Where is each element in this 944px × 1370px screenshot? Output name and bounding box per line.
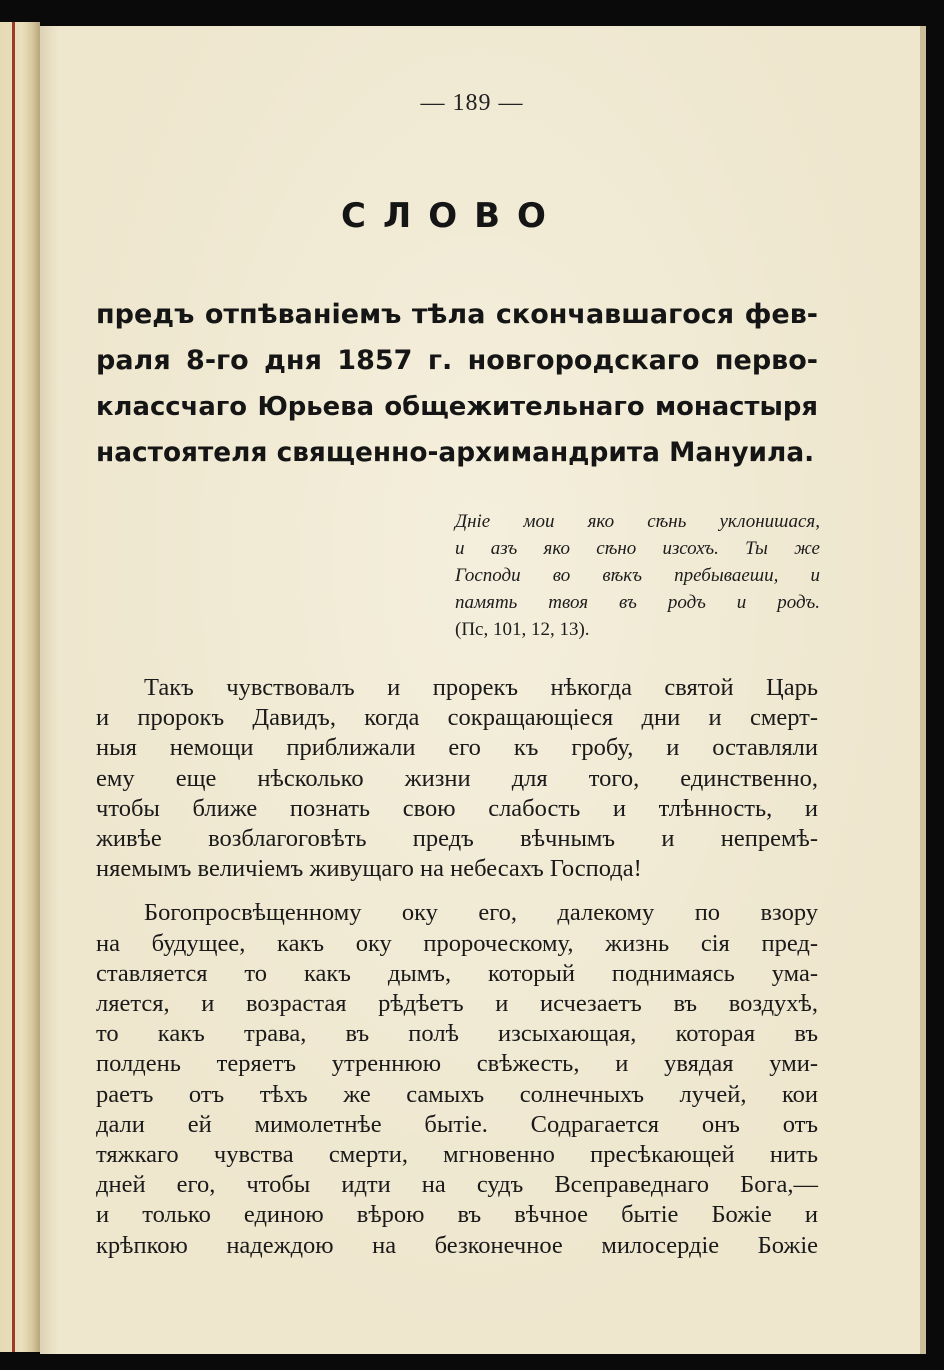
epigraph-line: память твоя въ родъ и родъ. — [455, 592, 820, 613]
subtitle-line: раля 8-го дня 1857 г. новгородскаго перво- — [96, 345, 818, 376]
paragraph-line: на будущее, какъ оку пророческому, жизнь сія пред- — [96, 929, 818, 957]
subtitle-line: предъ отпѣваніемъ тѣла скончавшагося фев- — [96, 299, 818, 330]
paragraph-line: ему еще нѣсколько жизни для того, единственно, — [96, 764, 818, 792]
paragraph-line: раетъ отъ тѣхъ же самыхъ солнечныхъ лучей, кои — [96, 1080, 818, 1108]
page-right-edge — [920, 26, 926, 1354]
paragraph-line: крѣпкою надеждою на безконечное милосердіе Божіе — [96, 1231, 818, 1259]
subtitle-line: классчаго Юрьева общежительнаго монастыря — [96, 392, 818, 422]
paragraph-line: живѣе возблагоговѣть предъ вѣчнымъ и непремѣ- — [96, 825, 818, 853]
epigraph-line: Дніе мои яко сѣнь уклонишася, — [455, 511, 820, 532]
epigraph-line: и азъ яко сѣно изсохъ. Ты же — [455, 538, 820, 559]
paragraph-line: Богопросвѣщенному оку его, далекому по взору — [144, 899, 818, 927]
paragraph-line: дали ей мимолетнѣе бытіе. Содрагается онъ отъ — [96, 1110, 818, 1138]
paragraph-line: тяжкаго чувства смерти, мгновенно пресѣкающей нить — [96, 1141, 818, 1169]
page-number: — 189 — — [420, 90, 524, 116]
epigraph-line: Господи во вѣкъ пребываеши, и — [455, 565, 820, 586]
subtitle-line: настоятеля священно-архимандрита Мануила. — [96, 438, 815, 468]
paragraph-line: чтобы ближе познать свою слабость и тлѣнность, и — [96, 794, 818, 822]
paragraph-line: ляется, и возрастая рѣдѣетъ и исчезаетъ въ воздухѣ, — [96, 990, 818, 1018]
paragraph-gap — [96, 884, 818, 898]
epigraph — [455, 508, 820, 643]
paragraph-line: полдень теряетъ утреннюю свѣжесть, и увядая уми- — [96, 1050, 818, 1078]
paragraph-line: и пророкъ Давидъ, когда сокращающіеся дни и смерт- — [96, 704, 818, 732]
paragraph-line: то какъ трава, въ полѣ изсыхающая, которая въ — [96, 1020, 818, 1048]
body-text — [96, 673, 818, 1261]
paragraph-line: няемымъ величіемъ живущаго на небесахъ Господа! — [96, 855, 642, 883]
sermon-subtitle — [96, 292, 818, 476]
sermon-title: СЛОВО — [341, 196, 563, 236]
paragraph-line: и только единою вѣрою въ вѣчное бытіе Божіе и — [96, 1201, 818, 1229]
paragraph-line: ныя немощи приближали его къ гробу, и оставляли — [96, 734, 818, 762]
paragraph-line: дней его, чтобы идти на судъ Всеправеднаго Бога,— — [96, 1171, 818, 1199]
paragraph-line: ставляется то какъ дымъ, который поднимаясь ума- — [96, 959, 818, 987]
paragraph-line: Такъ чувствовалъ и прорекъ нѣкогда святой Царь — [144, 674, 818, 701]
epigraph-reference: (Пс, 101, 12, 13). — [455, 619, 590, 640]
